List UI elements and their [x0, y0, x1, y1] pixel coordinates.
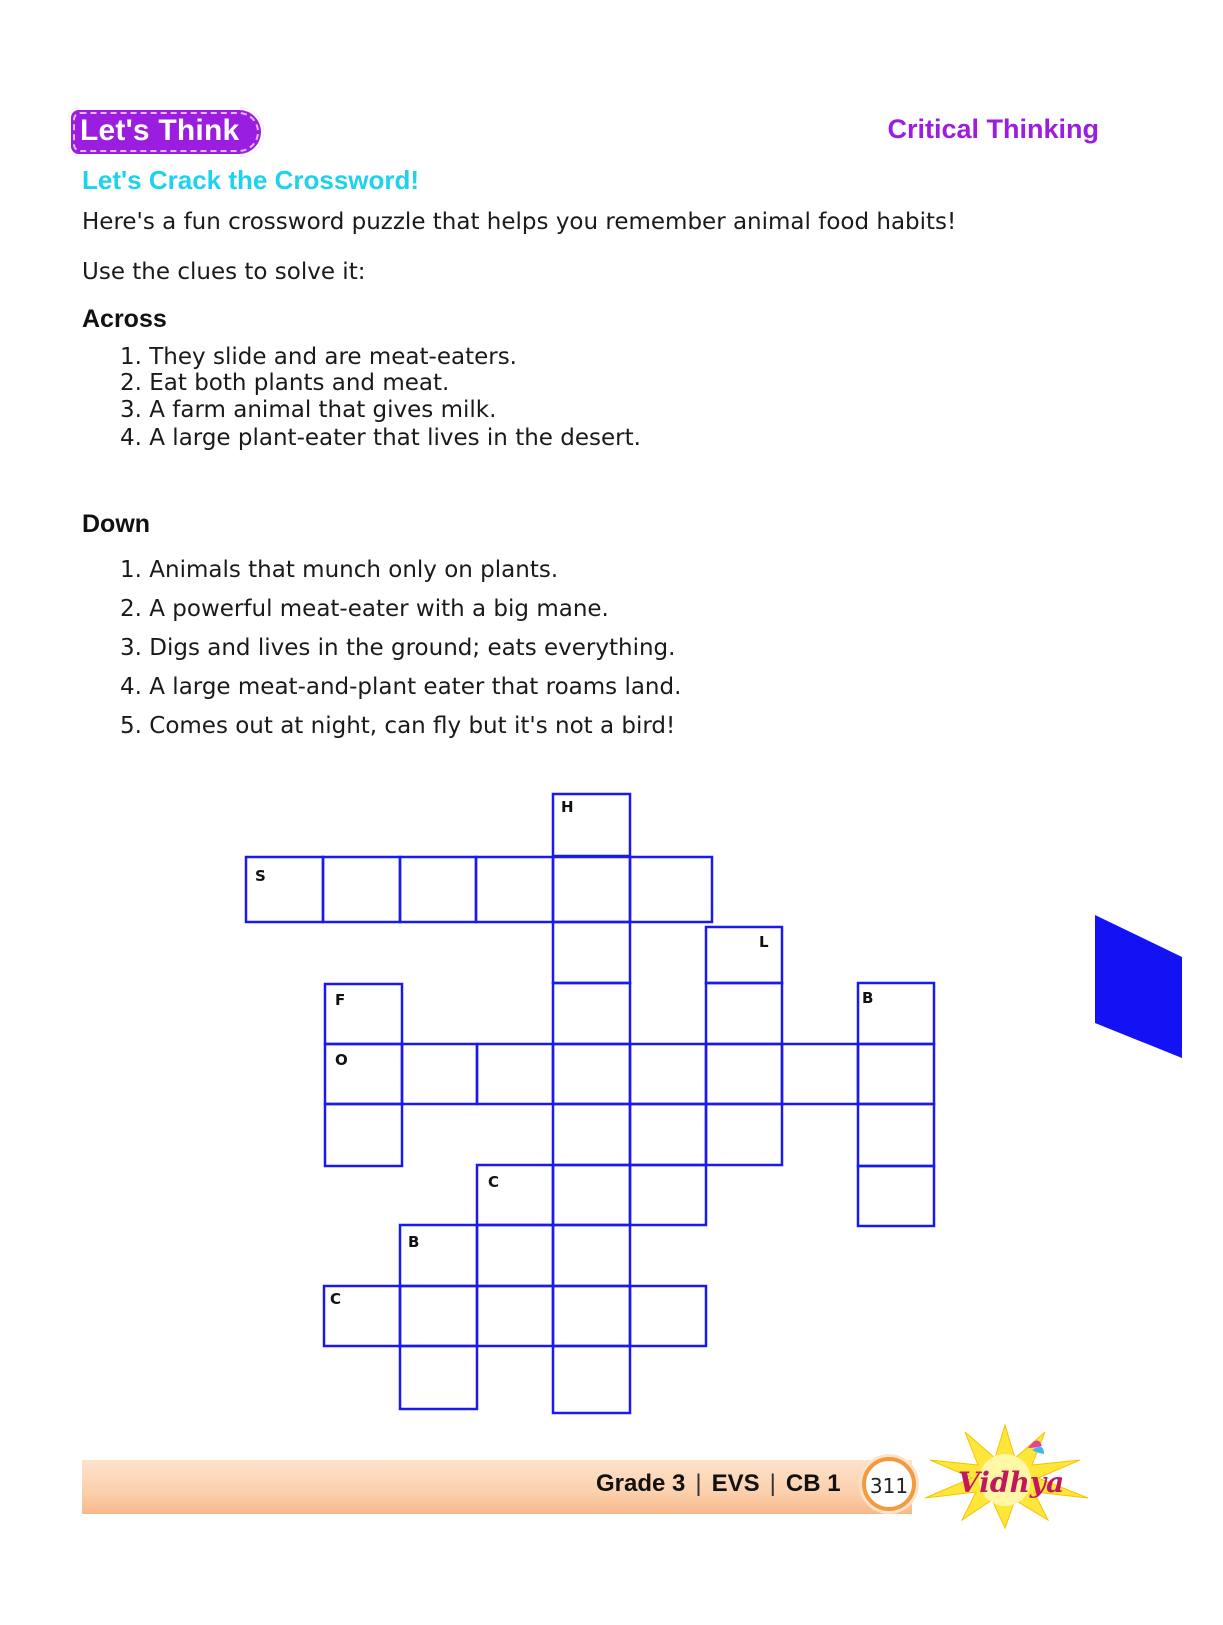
across-clue-4: 4. A large plant-eater that lives in the desert.: [120, 425, 641, 451]
crossword-hint-letter: C: [488, 1173, 500, 1191]
crossword-hint-letter: L: [759, 933, 769, 951]
footer-grade: Grade 3: [596, 1470, 686, 1497]
crossword-hint-letter: B: [408, 1233, 420, 1251]
category-label: Critical Thinking: [887, 114, 1099, 144]
intro-line-1: Here's a fun crossword puzzle that helps you remember animal food habits!: [82, 209, 957, 235]
footer-info: [596, 1470, 841, 1498]
down-heading: Down: [82, 510, 151, 538]
section-subtitle: Let's Crack the Crossword!: [82, 165, 420, 195]
crossword-hint-letter: S: [255, 867, 266, 885]
down-clue-2: 2. A powerful meat-eater with a big mane.: [120, 596, 609, 622]
crossword-hint-letter: O: [335, 1051, 348, 1069]
crossword-hint-letter: F: [335, 991, 346, 1009]
badge-label: Let's Think: [80, 114, 240, 147]
across-clue-3: 3. A farm animal that gives milk.: [120, 397, 497, 423]
footer-book: CB 1: [785, 1470, 841, 1497]
footer-separator: |: [769, 1470, 776, 1497]
brand-logo-text: Vidhya: [958, 1466, 1065, 1499]
down-clue-4: 4. A large meat-and-plant eater that roams land.: [120, 674, 682, 700]
down-clue-5: 5. Comes out at night, can fly but it's not a bird!: [120, 713, 676, 739]
intro-line-2: Use the clues to solve it:: [82, 259, 366, 285]
footer-separator: |: [695, 1470, 702, 1497]
page-number-badge: [862, 1457, 916, 1511]
crossword-hint-letter: C: [330, 1290, 342, 1308]
footer-subject: EVS: [711, 1470, 760, 1497]
crossword-hint-letter: B: [862, 989, 874, 1007]
page-number: 311: [869, 1474, 909, 1498]
across-clue-1: 1. They slide and are meat-eaters.: [120, 344, 517, 370]
crossword-hint-letter: H: [561, 798, 574, 816]
down-clue-1: 1. Animals that munch only on plants.: [120, 557, 559, 583]
across-heading: Across: [82, 305, 167, 333]
down-clue-3: 3. Digs and lives in the ground; eats everything.: [120, 635, 676, 661]
across-clue-2: 2. Eat both plants and meat.: [120, 370, 450, 396]
